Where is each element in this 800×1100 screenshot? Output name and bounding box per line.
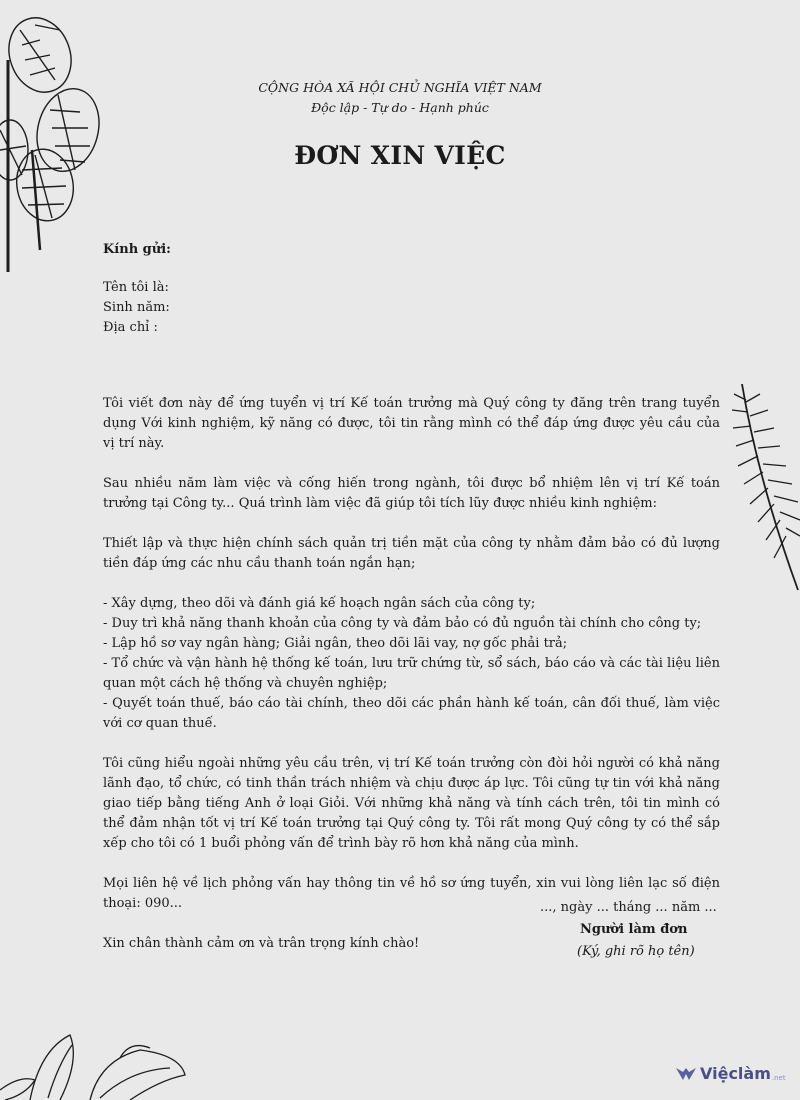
signature-role: Người làm đơn: [580, 922, 688, 937]
bottom-leaf-decoration: [0, 1020, 200, 1100]
vieclam-logo-icon: [676, 1066, 696, 1082]
document-title: ĐƠN XIN VIỆC: [294, 141, 506, 170]
list-item: - Duy trì khả năng thanh khoản của công ty và đảm bảo có đủ nguồn tài chính cho công ty;: [103, 616, 702, 631]
monstera-leaf-decoration: [0, 0, 110, 280]
address-field-label: Địa chỉ :: [103, 320, 158, 335]
list-item: - Xây dựng, theo dõi và đánh giá kế hoạch ngân sách của công ty;: [103, 596, 536, 611]
duties-list: [103, 594, 720, 734]
list-item: - Quyết toán thuế, báo cáo tài chính, theo dõi các phần hành kế toán, cân đối thuế, làm việc với cơ quan thuế.: [103, 696, 720, 731]
letter-body: [103, 240, 720, 954]
paragraph-cash-policy: Thiết lập và thực hiện chính sách quản trị tiền mặt của công ty nhằm đảm bảo có đủ lượng tiền đáp ứng các nhu cầu thanh toán ngắn hạn;: [103, 536, 720, 571]
paragraph-experience: Sau nhiều năm làm việc và cống hiến trong ngành, tôi được bổ nhiệm lên vị trí Kế toán trưởng tại Công ty... Quá trình làm việc đã giúp tôi tích lũy được nhiều kinh nghiệm:: [103, 476, 720, 511]
motto-line-slogan: Độc lập - Tự do - Hạnh phúc: [311, 100, 489, 115]
recipient-label: Kính gửi:: [103, 242, 171, 257]
paragraph-contact: Mọi liên hệ về lịch phỏng vấn hay thông tin về hồ sơ ứng tuyển, xin vui lòng liên lạc số điện thoại: 090...: [103, 876, 720, 911]
name-field-label: Tên tôi là:: [103, 280, 169, 295]
fern-leaf-decoration: [728, 380, 800, 600]
logo-text: Việclàm: [700, 1064, 771, 1083]
national-motto: [0, 78, 800, 118]
list-item: - Lập hồ sơ vay ngân hàng; Giải ngân, theo dõi lãi vay, nợ gốc phải trả;: [103, 636, 568, 651]
signature-date: ..., ngày ... tháng ... năm ...: [540, 900, 717, 915]
signature-note: (Ký, ghi rõ họ tên): [577, 944, 695, 959]
list-item: - Tổ chức và vận hành hệ thống kế toán, lưu trữ chứng từ, sổ sách, báo cáo và các tài liệu liên quan một cách hệ thống và chuyên nghiệp;: [103, 656, 720, 691]
paragraph-closing: Xin chân thành cảm ơn và trân trọng kính chào!: [103, 936, 420, 951]
paragraph-skills: Tôi cũng hiểu ngoài những yêu cầu trên, vị trí Kế toán trưởng còn đòi hỏi người có khả năng lãnh đạo, tổ chức, có tinh thần trách nhiệm và chịu được áp lực. Tôi cũng tự tin với khả năng giao tiếp bằng tiếng Anh ở loại Giỏi. Với những khả năng và tính cách trên, tôi tin mình có thể đảm nhận tốt vị trí Kế toán trưởng tại Quý công ty. Tôi rất mong Quý công ty có thể sắp xếp cho tôi có 1 buổi phỏng vấn để trình bày rõ hơn khả năng của mình.: [103, 756, 720, 851]
logo-suffix: .net: [771, 1073, 786, 1082]
motto-line-country: CỘNG HÒA XÃ HỘI CHỦ NGHĨA VIỆT NAM: [258, 80, 542, 95]
birth-year-field-label: Sinh năm:: [103, 300, 170, 315]
paragraph-intro: Tôi viết đơn này để ứng tuyển vị trí Kế toán trưởng mà Quý công ty đăng trên trang tuyển dụng Với kinh nghiệm, kỹ năng có được, tôi tin rằng mình có thể đáp ứng được yêu cầu của vị trí này.: [103, 396, 720, 451]
vieclam-logo: [676, 1064, 786, 1083]
